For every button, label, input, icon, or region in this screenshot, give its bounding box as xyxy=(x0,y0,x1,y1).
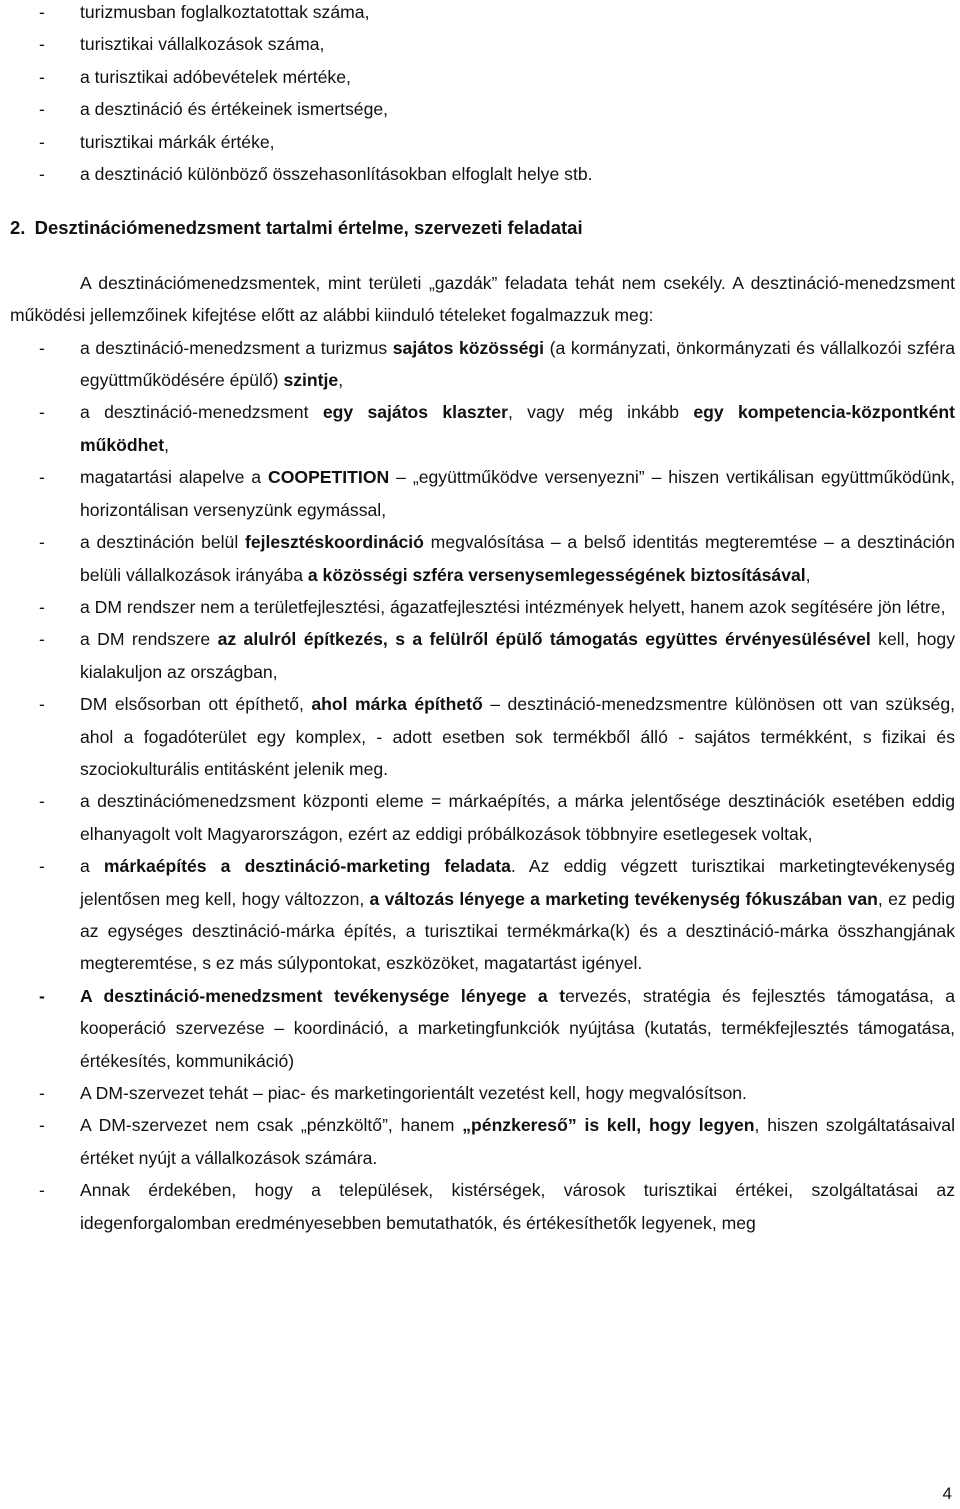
list-item: - a desztináció-menedzsment a turizmus sajátos közösségi (a kormányzati, önkormányzati és vállalkozói szféra együttműködésére épülő) szintje, xyxy=(39,337,955,391)
list-dash: - xyxy=(39,164,45,185)
list-item: - A desztináció-menedzsment tevékenysége lényege a tervezés, stratégia és fejlesztés támogatása, a kooperáció szervezése – koordináció, a marketingfunkciók nyújtása (kutatás, termékfejlesztés támogatása, értékesítés, kommunikáció) xyxy=(39,985,955,1071)
list-dash: - xyxy=(39,2,45,22)
section-title: Desztinációmenedzsment tartalmi értelme, szervezeti feladatai xyxy=(34,217,583,239)
list-item: - a desztinációmenedzsment központi eleme = márkaépítés, a márka jelentősége desztinációk esetében eddig elhanyagolt volt Magyarországon, ezért az eddigi próbálkozások többnyire esetlegesek voltak, xyxy=(39,791,955,844)
list-item: - turisztikai vállalkozások száma, xyxy=(10,28,955,60)
list-dash: - xyxy=(39,99,45,120)
list-item: - DM elsősorban ott építhető, ahol márka építhető – desztináció-menedzsmentre különösen ott van szükség, ahol a fogadóterület egy komplex, - adott esetben sok termékből álló - sajátos termékként, s fizikai és szociokulturális entitásként jelenik meg. xyxy=(39,694,955,779)
list-item: - a DM rendszere az alulról építkezés, s a felülről épülő támogatás együttes érvényesülésével kell, hogy kialakuljon az országban, xyxy=(39,629,956,682)
list-item: - Annak érdekében, hogy a települések, kistérségek, városok turisztikai értékei, szolgáltatásai az idegenforgalomban eredményesebben bemutathatók, és értékesíthetők legyenek, meg xyxy=(39,1180,955,1233)
section-heading xyxy=(10,212,955,244)
list-item: - a desztináció-menedzsment egy sajátos klaszter, vagy még inkább egy kompetencia-központként működhet, xyxy=(39,402,955,455)
list-dash: - xyxy=(39,66,45,87)
list-item: - A DM-szervezet tehát – piac- és marketingorientált vezetést kell, hogy megvalósítson. xyxy=(39,1083,747,1103)
list-item: - a DM rendszer nem a területfejlesztési, ágazatfejlesztési intézmények helyett, hanem azok segítésére jön létre, xyxy=(39,596,946,617)
intro-paragraph: A desztinációmenedzsmentek, mint területi „gazdák” feladata tehát nem csekély. A desztináció-menedzsment működési jellemzőinek kifejtése előtt az alábbi kiinduló tételeket fogalmazzuk meg: xyxy=(10,272,955,326)
list-dash: - xyxy=(39,34,45,55)
page-number: 4 xyxy=(942,1484,952,1503)
section-number: 2. xyxy=(10,217,26,239)
list-item: - a márkaépítés a desztináció-marketing feladata. Az eddig végzett turisztikai marketingtevékenység jelentősen meg kell, hogy változzon, a változás lényege a marketing tevékenység fókuszában van, ez pedig az egységes desztináció-márka építés, a turisztikai termékmárka(k) és a desztináció-márka összhangjának megteremtése, s ez más súlypontokat, eszközöket, magatartást igényel. xyxy=(39,856,956,974)
body-text xyxy=(10,0,955,1239)
list-item: - a desztináció és értékeinek ismertsége, xyxy=(10,93,955,125)
list-item: - a desztináció különböző összehasonlításokban elfoglalt helye stb. xyxy=(10,158,955,190)
list-dash: - xyxy=(39,131,45,152)
list-item: - magatartási alapelve a COOPETITION – „együttműködve versenyezni” – hiszen vertikálisan együttműködünk, horizontálisan versenyzünk egymással, xyxy=(39,467,955,520)
list-item: - A DM-szervezet nem csak „pénzköltő”, hanem „pénzkereső” is kell, hogy legyen, hiszen szolgáltatásaival értéket nyújt a vállalkozások számára. xyxy=(39,1115,955,1168)
list-item: - turizmusban foglalkoztatottak száma, xyxy=(10,0,955,28)
list-item: - a desztináción belül fejlesztéskoordináció megvalósítása – a belső identitás megteremtése – a desztináción belüli vállalkozások irányába a közösségi szféra versenysemlegességének biztosításával, xyxy=(39,532,955,585)
list-item: - a turisztikai adóbevételek mértéke, xyxy=(10,61,955,93)
list-item: - turisztikai márkák értéke, xyxy=(10,126,955,158)
